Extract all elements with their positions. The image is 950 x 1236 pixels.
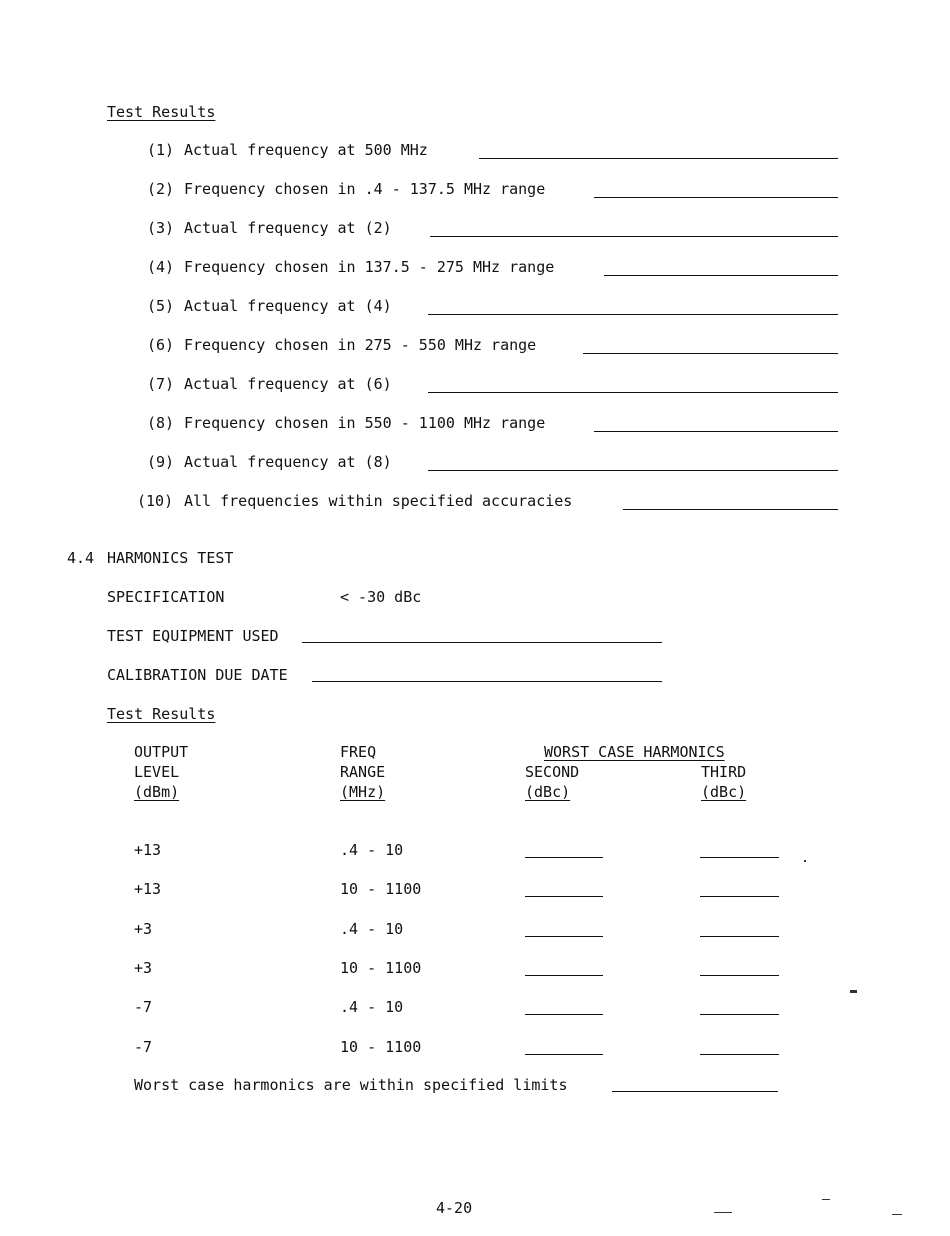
scan-speck	[804, 860, 806, 862]
freq-range-cell: .4 - 10	[340, 841, 404, 859]
second-harmonic-blank[interactable]	[525, 1054, 603, 1055]
item-label: Frequency chosen in 275 - 550 MHz range	[184, 336, 537, 354]
page-number: 4-20	[436, 1199, 473, 1217]
item-label: Actual frequency at (6)	[184, 375, 392, 393]
specification-value: < -30 dBc	[340, 588, 422, 606]
freq-range-cell: 10 - 1100	[340, 1037, 422, 1056]
conclusion-label: Worst case harmonics are within specified limits	[134, 1076, 568, 1094]
scan-speck	[822, 1199, 830, 1200]
scan-speck	[850, 990, 857, 993]
test-equipment-label: TEST EQUIPMENT USED	[107, 627, 279, 645]
item-number: (4)	[147, 258, 175, 276]
calibration-label: CALIBRATION DUE DATE	[107, 666, 288, 684]
scan-speck	[892, 1214, 902, 1215]
section-title: HARMONICS TEST	[107, 549, 234, 567]
item-answer-blank[interactable]	[428, 392, 838, 393]
item-answer-blank[interactable]	[430, 236, 838, 237]
item-label: All frequencies within specified accuracies	[184, 492, 573, 510]
item-number: (9)	[147, 453, 175, 471]
col-output-unit: (dBm)	[134, 783, 180, 801]
item-label: Actual frequency at (4)	[184, 297, 392, 315]
output-level-cell: +13	[134, 880, 162, 899]
item-number: (8)	[147, 414, 175, 432]
col-third-unit: (dBc)	[701, 783, 747, 801]
item-answer-blank[interactable]	[604, 275, 838, 276]
col-freq-unit: (MHz)	[340, 783, 386, 801]
section-number: 4.4	[67, 549, 95, 567]
item-answer-blank[interactable]	[428, 470, 838, 471]
col-second-line1: SECOND	[525, 763, 580, 781]
output-level-cell: +3	[134, 958, 153, 977]
test-equipment-blank[interactable]	[302, 642, 662, 643]
freq-range-cell: 10 - 1100	[340, 880, 422, 899]
freq-range-cell: .4 - 10	[340, 998, 404, 1017]
item-answer-blank[interactable]	[594, 197, 838, 198]
item-answer-blank[interactable]	[428, 314, 838, 315]
calibration-blank[interactable]	[312, 681, 662, 682]
col-output-line1: OUTPUT	[134, 743, 189, 761]
worst-case-harmonics-header: WORST CASE HARMONICS	[544, 743, 725, 761]
third-harmonic-blank[interactable]	[700, 1054, 779, 1055]
test-results-heading: Test Results	[107, 103, 216, 121]
second-harmonic-blank[interactable]	[525, 1014, 603, 1015]
item-label: Frequency chosen in 550 - 1100 MHz range	[184, 414, 546, 432]
item-label: Frequency chosen in 137.5 - 275 MHz range	[184, 258, 555, 276]
third-harmonic-blank[interactable]	[700, 857, 779, 858]
item-number: (3)	[147, 219, 175, 237]
item-label: Actual frequency at 500 MHz	[184, 141, 428, 159]
item-answer-blank[interactable]	[479, 158, 838, 159]
col-freq-line2: RANGE	[340, 763, 386, 781]
specification-label: SPECIFICATION	[107, 588, 225, 606]
item-number: (1)	[147, 141, 175, 159]
item-number: (6)	[147, 336, 175, 354]
freq-range-cell: 10 - 1100	[340, 958, 422, 977]
second-harmonic-blank[interactable]	[525, 975, 603, 976]
third-harmonic-blank[interactable]	[700, 1014, 779, 1015]
second-harmonic-blank[interactable]	[525, 896, 603, 897]
item-answer-blank[interactable]	[594, 431, 838, 432]
item-number: (10)	[137, 492, 174, 510]
third-harmonic-blank[interactable]	[700, 896, 779, 897]
item-label: Actual frequency at (8)	[184, 453, 392, 471]
col-third-line1: THIRD	[701, 763, 747, 781]
third-harmonic-blank[interactable]	[700, 936, 779, 937]
item-answer-blank[interactable]	[623, 509, 838, 510]
scan-speck	[714, 1212, 732, 1213]
col-second-unit: (dBc)	[525, 783, 571, 801]
harmonics-results-heading: Test Results	[107, 705, 216, 723]
output-level-cell: +13	[134, 841, 162, 859]
col-freq-line1: FREQ	[340, 743, 377, 761]
output-level-cell: -7	[134, 1037, 153, 1056]
item-number: (5)	[147, 297, 175, 315]
second-harmonic-blank[interactable]	[525, 857, 603, 858]
third-harmonic-blank[interactable]	[700, 975, 779, 976]
item-answer-blank[interactable]	[583, 353, 838, 354]
item-label: Actual frequency at (2)	[184, 219, 392, 237]
output-level-cell: +3	[134, 919, 153, 938]
item-label: Frequency chosen in .4 - 137.5 MHz range	[184, 180, 546, 198]
item-number: (2)	[147, 180, 175, 198]
item-number: (7)	[147, 375, 175, 393]
conclusion-blank[interactable]	[612, 1091, 778, 1092]
second-harmonic-blank[interactable]	[525, 936, 603, 937]
output-level-cell: -7	[134, 998, 153, 1017]
col-output-line2: LEVEL	[134, 763, 180, 781]
freq-range-cell: .4 - 10	[340, 919, 404, 938]
